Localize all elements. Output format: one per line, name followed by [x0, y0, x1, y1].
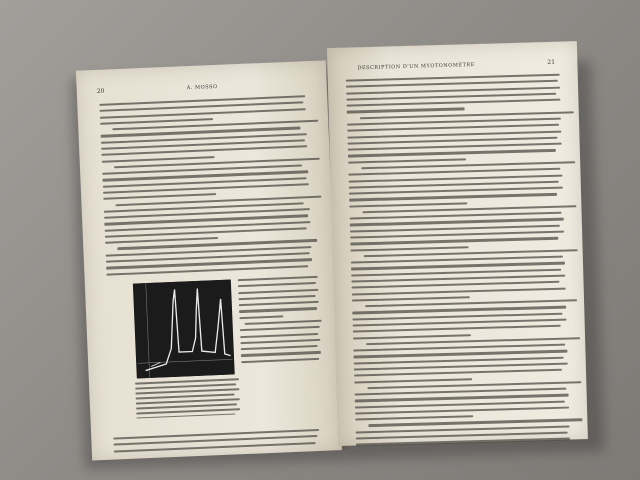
text-line [238, 288, 318, 294]
text-line [354, 369, 562, 377]
left-side-column [238, 276, 322, 367]
text-line [348, 158, 466, 163]
right-text-body [346, 74, 570, 450]
text-line [241, 345, 318, 350]
text-line [349, 202, 467, 207]
text-line [136, 413, 235, 419]
text-line [239, 315, 283, 319]
text-line [348, 149, 556, 157]
text-line [238, 276, 318, 282]
text-line [102, 156, 215, 163]
text-line [354, 378, 472, 383]
left-page [76, 60, 342, 460]
tracing-graph [133, 280, 235, 379]
text-line [356, 438, 570, 446]
text-line [350, 237, 558, 245]
text-line [352, 287, 566, 295]
right-page [327, 41, 588, 446]
text-line [239, 301, 319, 307]
text-line [351, 246, 469, 251]
text-line [100, 118, 213, 125]
text-line [346, 99, 560, 107]
text-line [352, 296, 470, 301]
text-line [244, 320, 321, 325]
text-line [240, 339, 320, 345]
text-line [355, 406, 569, 414]
left-running-head: A. MOSSO [186, 83, 218, 92]
right-running-head: DESCRIPTION D'UN MYOTONOMÈTRE [357, 62, 475, 72]
text-line [105, 237, 218, 244]
text-line [239, 307, 317, 312]
text-line [355, 415, 473, 420]
text-line [347, 108, 465, 113]
text-line [241, 358, 319, 363]
text-line [239, 295, 316, 300]
myotonometer-tracing-figure [133, 280, 235, 379]
text-line [353, 325, 561, 333]
text-line [240, 326, 320, 332]
left-page-number: 20 [96, 87, 105, 95]
text-line [238, 282, 316, 287]
text-line [353, 334, 471, 339]
right-page-number: 21 [547, 58, 556, 67]
left-text-block-top [99, 95, 312, 279]
figure-caption [135, 378, 241, 422]
text-line [349, 193, 557, 201]
text-line [103, 193, 216, 200]
text-line [240, 332, 318, 337]
text-line [241, 351, 321, 357]
